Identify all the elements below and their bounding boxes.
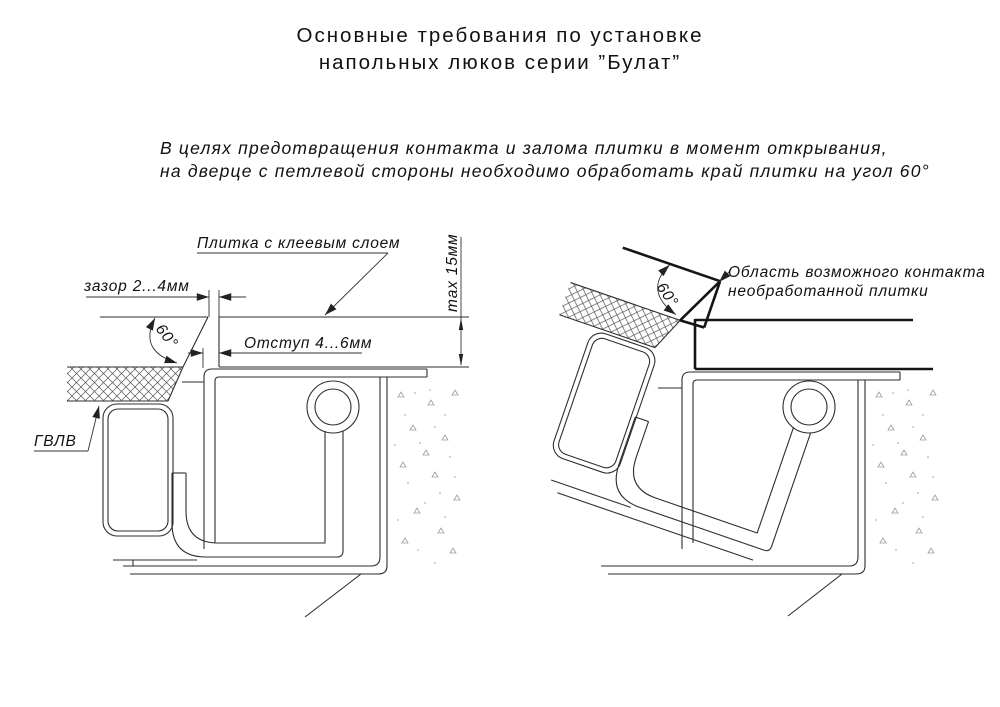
max-arrow-up — [459, 318, 463, 330]
hatch-frame-closed — [123, 369, 427, 617]
fixed-tile-open — [695, 320, 933, 369]
page-title-line2: напольных люков серии ”Булат” — [318, 51, 682, 74]
open-position-view — [504, 235, 985, 616]
hinge-pivot-inner-open — [791, 389, 827, 425]
door-bottom-sheet — [113, 560, 197, 566]
note-line1: В целях предотвращения контакта и залома плитки в момент открывания, — [160, 138, 888, 158]
open-view-annotations — [653, 264, 986, 310]
contact-area-label-line2: необработанной плитки — [728, 283, 929, 300]
note-line2: на дверце с петлевой стороны необходимо обработать край плитки на угол 60° — [160, 161, 930, 181]
max-arrow-down — [459, 354, 463, 366]
gvl-board-label: ГВЛВ — [34, 433, 77, 450]
hatch-door-closed — [67, 317, 343, 566]
concrete-speckle-left — [394, 389, 460, 564]
offset-dimension-label: Отступ 4...6мм — [244, 335, 373, 352]
hinge-pivot-inner — [315, 389, 351, 425]
tile-label: Плитка с клеевым слоем — [197, 235, 401, 252]
concrete-speckle-right — [872, 389, 938, 564]
contact-area-label-line1: Область возможного контакта — [728, 264, 986, 281]
closed-view-annotations — [34, 234, 463, 451]
gvl-board-crosshatch — [67, 367, 183, 401]
closed-position-view — [34, 234, 469, 617]
page-title-line1: Основные требования по установке — [296, 24, 704, 47]
gap-dimension-label: зазор 2...4мм — [84, 278, 190, 295]
bevel-angle-label-closed: 60° — [151, 320, 182, 352]
max-thickness-label: max 15мм — [444, 233, 461, 312]
bevel-angle-label-open: 60° — [652, 279, 682, 311]
